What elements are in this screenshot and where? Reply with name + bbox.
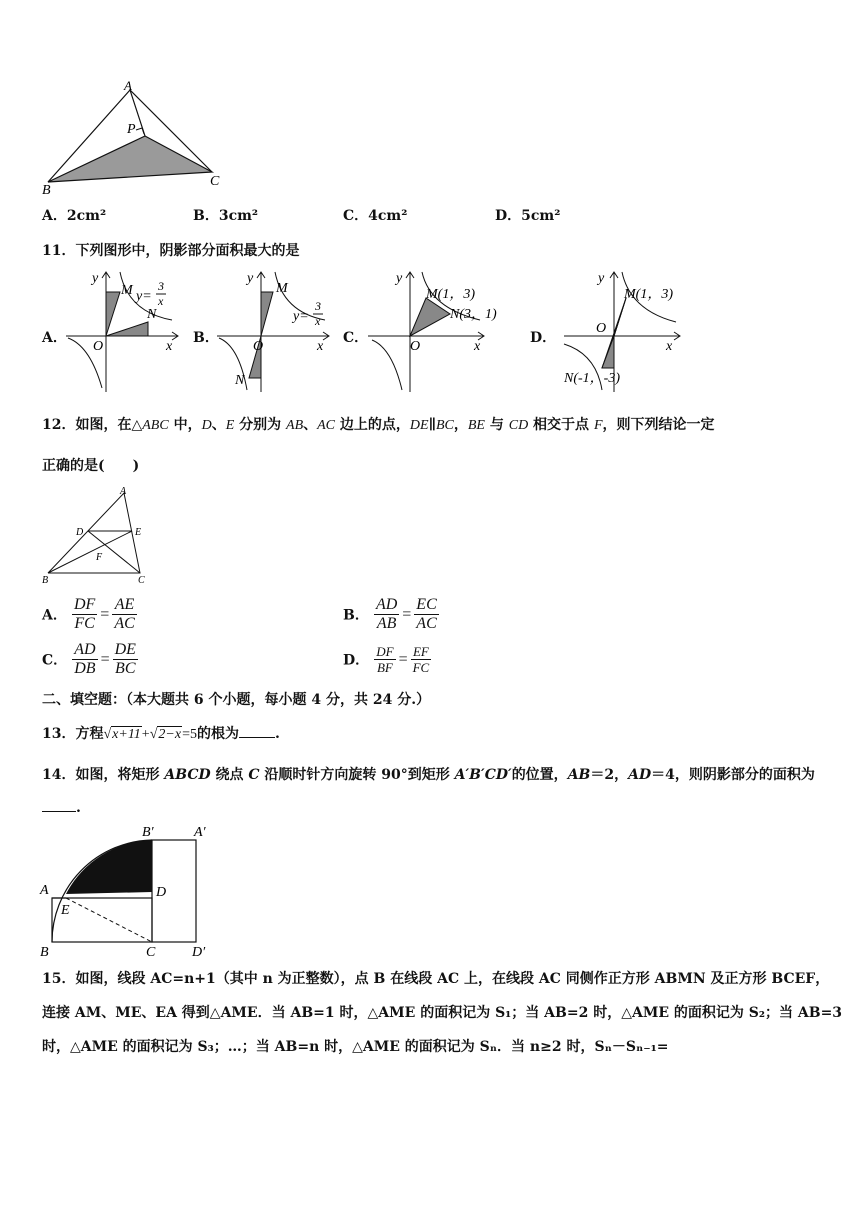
q10-option-a: A．2cm² xyxy=(42,208,107,224)
svg-text:A: A xyxy=(120,486,127,497)
q11-option-c-letter: C． xyxy=(343,330,369,346)
q12-option-c: C． $\frac{AD}{DB}$ = $\frac{DE}{BC}$ xyxy=(42,641,136,677)
q11-option-b-graph xyxy=(213,268,335,396)
q11-stem: 11．下列图形中，阴影部分面积最大的是 xyxy=(42,243,300,259)
q12-option-a: A． $\frac{DF}{FC}$ = $\frac{AE}{AC}$ xyxy=(42,596,135,632)
q10-option-d: D．5cm² xyxy=(495,208,561,224)
q11-option-a-graph xyxy=(62,268,184,396)
q11-option-d-graph xyxy=(560,268,690,396)
svg-text:M: M xyxy=(276,281,288,296)
svg-text:D: D xyxy=(156,885,167,900)
svg-text:x: x xyxy=(666,339,673,354)
q11-option-a-letter: A． xyxy=(42,330,67,346)
q10-label-C: C xyxy=(210,174,220,189)
section-heading: 二、填空题：（本大题共 6 个小题，每小题 4 分，共 24 分.） xyxy=(42,692,431,708)
svg-text:M: M xyxy=(121,283,133,298)
q10-option-b: B．3cm² xyxy=(193,208,259,224)
svg-text:A′: A′ xyxy=(194,825,206,840)
svg-text:y=: y= xyxy=(136,289,152,304)
q13-stem: 13．方程√x+11+√2−x=5的根为 . xyxy=(42,726,280,742)
svg-text:A: A xyxy=(40,883,49,898)
svg-text:B′: B′ xyxy=(142,825,154,840)
svg-text:3: 3 xyxy=(315,299,321,313)
svg-text:O: O xyxy=(93,339,104,354)
svg-text:E: E xyxy=(61,903,70,918)
svg-text:y: y xyxy=(598,271,605,286)
svg-text:3: 3 xyxy=(158,279,164,293)
svg-text:N: N xyxy=(235,373,245,388)
q15-stem-line2: 连接 AM、ME、EA 得到△AME．当 AB=1 时，△AME 的面积记为 S₁；当 AB=2 时，△AME 的面积记为 S₂；当 AB=3 xyxy=(42,1005,843,1021)
svg-text:C: C xyxy=(146,945,156,958)
q14-rectangle-figure xyxy=(36,822,216,958)
svg-text:y: y xyxy=(247,271,254,286)
svg-text:O: O xyxy=(253,339,264,354)
svg-text:C: C xyxy=(138,575,145,586)
svg-text:M(1，3): M(1，3) xyxy=(624,287,673,302)
svg-text:O: O xyxy=(410,339,421,354)
q15-stem-line3: 时，△AME 的面积记为 S₃；…；当 AB=n 时，△AME 的面积记为 Sₙ．当 n≥2 时，Sₙ－Sₙ₋₁= xyxy=(42,1039,669,1055)
svg-text:x: x xyxy=(158,294,164,308)
q10-label-B: B xyxy=(42,183,51,195)
q11-option-d-letter: D． xyxy=(530,330,557,346)
svg-text:E: E xyxy=(135,527,142,538)
svg-text:y=: y= xyxy=(293,309,309,324)
q12-stem-line1: 12．如图，在△ABC 中，D、E 分别为 AB、AC 边上的点，DE∥BC，BE 与 CD 相交于点 F，则下列结论一定 xyxy=(42,417,715,433)
svg-text:x: x xyxy=(166,339,173,354)
svg-text:N(-1，-3): N(-1，-3) xyxy=(564,371,620,386)
svg-text:x: x xyxy=(474,339,481,354)
q10-option-c: C．4cm² xyxy=(343,208,408,224)
q11-option-b-letter: B． xyxy=(193,330,219,346)
svg-text:y: y xyxy=(396,271,403,286)
q15-stem-line1: 15．如图，线段 AC=n+1（其中 n 为正整数），点 B 在线段 AC 上，在线段 AC 同侧作正方形 ABMN 及正方形 BCEF， xyxy=(42,971,830,987)
q12-option-d: D． $\frac{DF}{BF}$ = $\frac{EF}{FC}$ xyxy=(343,644,430,675)
q14-shaded-region xyxy=(66,840,152,894)
q10-label-A: A xyxy=(124,80,132,93)
svg-text:F: F xyxy=(96,552,103,563)
q12-option-b: B． $\frac{AD}{AB}$ = $\frac{EC}{AC}$ xyxy=(343,596,437,632)
svg-text:B: B xyxy=(40,945,49,958)
q14-stem-line1: 14．如图，将矩形 ABCD 绕点 C 沿顺时针方向旋转 90°到矩形 A′B′CD′的位置，AB＝2，AD＝4，则阴影部分的面积为 xyxy=(42,767,815,783)
q11-option-c-graph xyxy=(364,268,514,396)
svg-text:D: D xyxy=(76,527,84,538)
svg-text:y: y xyxy=(92,271,99,286)
svg-text:N: N xyxy=(147,307,157,322)
svg-text:M(1，3): M(1，3) xyxy=(426,287,475,302)
q10-shaded-triangle xyxy=(48,136,212,182)
q14-stem-line2: . xyxy=(42,800,81,816)
svg-text:O: O xyxy=(596,321,607,336)
svg-text:D′: D′ xyxy=(192,945,206,958)
q12-triangle-figure xyxy=(38,485,158,590)
q10-triangle-figure xyxy=(38,80,238,195)
q10-label-P: P xyxy=(127,122,136,137)
svg-text:x: x xyxy=(317,339,324,354)
svg-text:B: B xyxy=(42,575,49,586)
svg-text:N(3，1): N(3，1) xyxy=(450,307,497,322)
svg-text:x: x xyxy=(315,314,321,328)
q12-stem-line2: 正确的是( ) xyxy=(42,458,140,474)
